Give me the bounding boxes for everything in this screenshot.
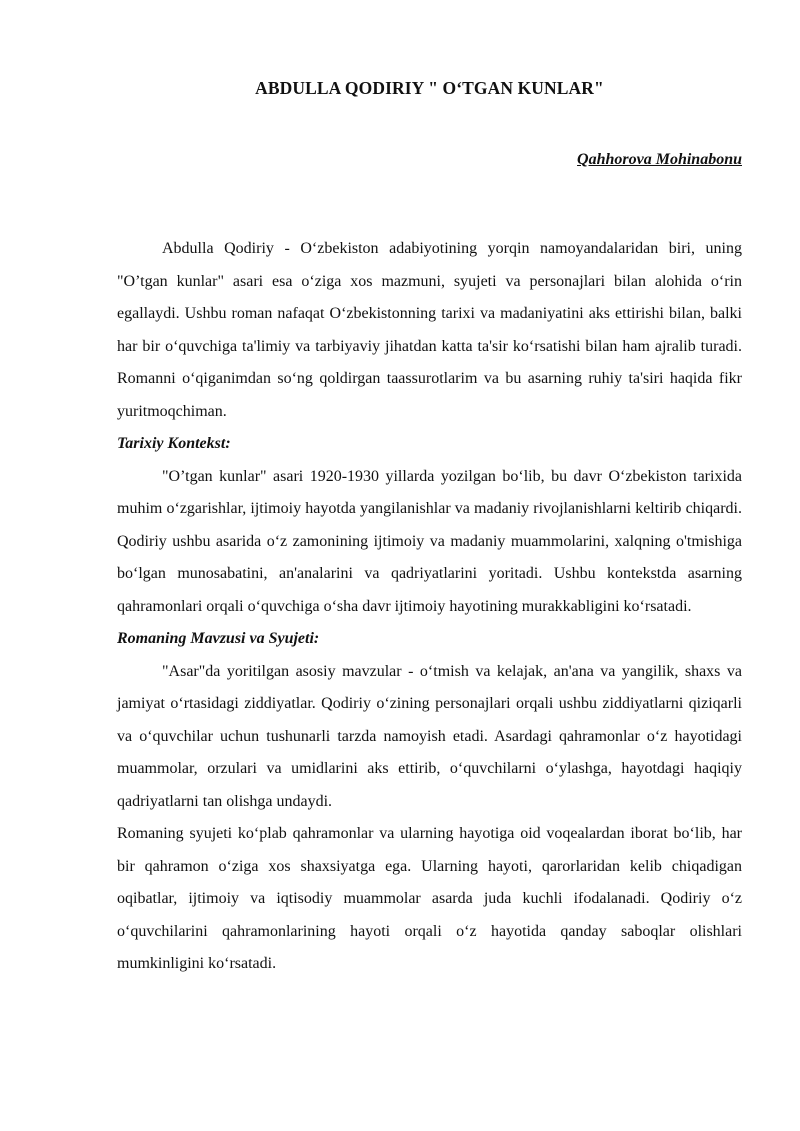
document-title: ABDULLA QODIRIY " O‘TGAN KUNLAR" bbox=[255, 78, 604, 98]
theme-paragraph: "Asar"da yoritilgan asosiy mavzular - o‘tmish va kelajak, an'ana va yangilik, shaxs va jamiyat o‘rtasidagi ziddiyatlar. Qodiriy o‘zining personajlari orqali ushbu ziddiyatlarni qiziqarli va o‘quvchilar uchun tushunarli tarzda namoyish etadi. Asardagi qahramonlar o‘z hayotidagi muammolar, orzulari va umidlarini aks ettirib, o‘quvchilarni o‘ylashga, hayotdagi haqiqiy qadriyatlarni tan olishga undaydi. bbox=[117, 662, 742, 810]
historical-context-paragraph: "O’tgan kunlar" asari 1920-1930 yillarda yozilgan bo‘lib, bu davr O‘zbekiston tarixida muhim o‘zgarishlar, ijtimoiy hayotda yangilanishlar va madaniy rivojlanishlarni keltirib chiqardi. Qodiriy ushbu asarida o‘z zamonining ijtimoiy va madaniy muammolarini, xalqning o'tmishiga bo‘lgan munosabatini, an'analarini va qadriyatlarini yoritadi. Ushbu kontekstda asarning qahramonlari orqali o‘quvchiga o‘sha davr ijtimoiy hayotining murakkabligini ko‘rsatadi. bbox=[117, 467, 742, 615]
document-body bbox=[117, 233, 742, 981]
author-name: Qahhorova Mohinabonu bbox=[577, 151, 742, 168]
section-heading-historical-context: Tarixiy Kontekst: bbox=[117, 435, 231, 452]
section-heading-theme-and-plot: Romaning Mavzusi va Syujeti: bbox=[117, 630, 320, 647]
intro-paragraph: Abdulla Qodiriy - O‘zbekiston adabiyotining yorqin namoyandalaridan biri, uning "O’tgan kunlar" asari esa o‘ziga xos mazmuni, syujeti va personajlari bilan alohida o‘rin egallaydi. Ushbu roman nafaqat O‘zbekistonning tarixi va madaniyatini aks ettirishi bilan, balki har bir o‘quvchiga ta'limiy va tarbiyaviy jihatdan katta ta'sir ko‘rsatishi bilan ham ajralib turadi. Romanni o‘qiganimdan so‘ng qoldirgan taassurotlarim va bu asarning ruhiy ta'siri haqida fikr yuritmoqchiman. bbox=[117, 240, 742, 420]
plot-paragraph: Romaning syujeti ko‘plab qahramonlar va ularning hayotiga oid voqealardan iborat bo‘lib, har bir qahramon o‘ziga xos shaxsiyatga ega. Ularning hayoti, qarorlaridan kelib chiqadigan oqibatlar, ijtimoiy va iqtisodiy muammolar asarda juda kuchli ifodalanadi. Qodiriy o‘z o‘quvchilarini qahramonlarining hayoti orqali o‘z hayotida qanday saboqlar olishlari mumkinligini ko‘rsatadi. bbox=[117, 825, 742, 972]
